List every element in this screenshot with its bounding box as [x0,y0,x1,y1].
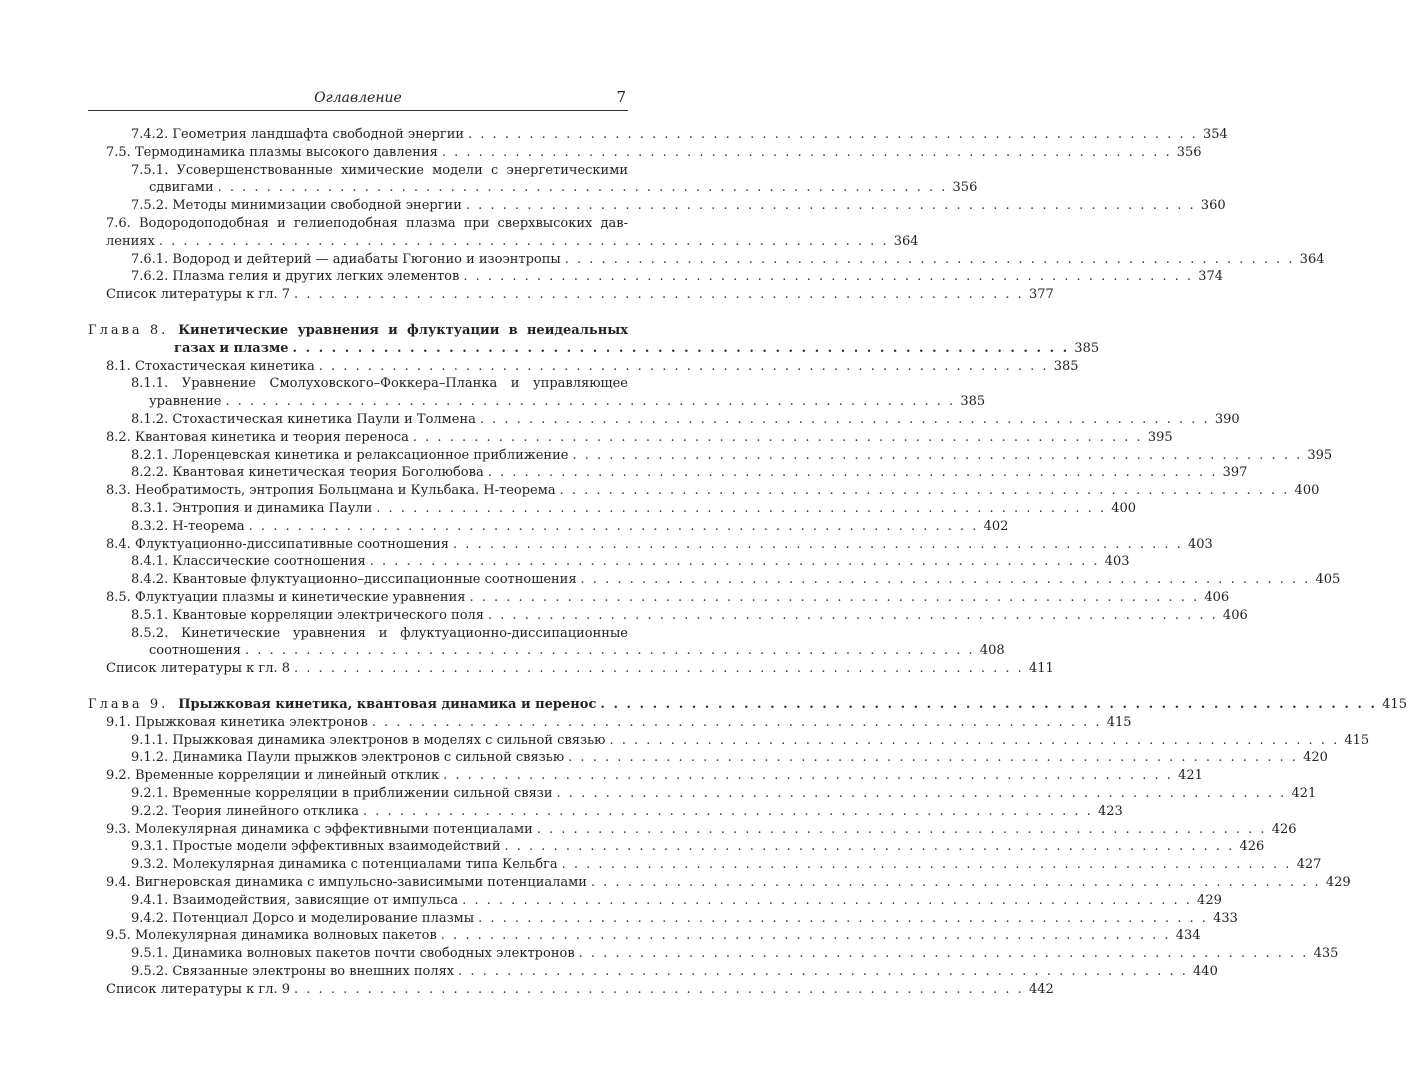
toc-entry-title: 9.4.1. Взаимодействия, зависящие от импульса [131,892,459,908]
dot-leader: . . . . . . . . . . . . . . . . . . . . . . . . . . . . . . . . . . . . . . . . . . . . . . . . . . . . . . . . . . . . [578,946,1309,962]
toc-entry-title: 8.5. Флуктуации плазмы и кинетические уравнения [106,590,466,605]
dot-leader: . . . . . . . . . . . . . . . . . . . . . . . . . . . . . . . . . . . . . . . . . . . . . . . . . . . . . . . . . . . . [590,875,1321,890]
toc-entry [106,429,1173,446]
toc-entry [106,875,1351,891]
toc-entry [106,981,1054,998]
toc-entry-title: 8.2. Квантовая кинетика и теория переноса [106,429,409,445]
toc-entry [106,821,1297,838]
toc-entry [106,287,1054,303]
toc-entry [131,732,1370,749]
dot-leader: . . . . . . . . . . . . . . . . . . . . . . . . . . . . . . . . . . . . . . . . . . . . . . . . . . . . . . . . . . . . [248,518,979,534]
toc-entry [131,251,1325,268]
toc-page-number: 390 [1214,412,1240,427]
toc-page-number: 364 [893,233,919,249]
toc-entry-title: 7.5.2. Методы минимизации свободной энергии [131,198,462,214]
toc-entry-title: Список литературы к гл. 9 [106,981,291,997]
toc-entry-title: 7.4.2. Геометрия ландшафта свободной энергии [131,127,465,142]
dot-leader: . . . . . . . . . . . . . . . . . . . . . . . . . . . . . . . . . . . . . . . . . . . . . . . . . . . . . . . . . . . . [318,358,1049,374]
toc-page-number: 356 [952,180,978,196]
dot-leader: . . . . . . . . . . . . . . . . . . . . . . . . . . . . . . . . . . . . . . . . . . . . . . . . . . . . . . . . . . . . [556,786,1287,801]
toc-page-number: 440 [1193,964,1218,979]
dot-leader: . . . . . . . . . . . . . . . . . . . . . . . . . . . . . . . . . . . . . . . . . . . . . . . . . . . . . . . . . . . . [294,287,1024,303]
toc-page-number: 406 [1222,607,1248,623]
toc-entry-title: 7.6.1. Водород и дейтерий — адиабаты Гюгонио и изоэнтропы [131,251,561,267]
toc-entry [106,233,919,250]
toc-entry [131,857,1322,873]
toc-entry [131,465,1248,481]
toc-page-number: 435 [1313,946,1339,962]
toc-entry-title: 9.1. Прыжковая кинетика электронов [106,714,368,730]
toc-entry [106,536,1213,553]
toc-entry [131,607,1248,624]
toc-page-number: 426 [1239,839,1265,855]
toc-entry-title: 8.3. Необратимость, энтропия Больцмана и Кульбака. H-теорема [106,483,556,499]
toc-entry-title: газах и плазме [174,340,289,356]
toc-entry-title: 7.6.2. Плазма гелия и других легких элементов [131,269,460,285]
toc-page-number: 395 [1307,447,1333,463]
dot-leader: . . . . . . . . . . . . . . . . . . . . . . . . . . . . . . . . . . . . . . . . . . . . . . . . . . . . . . . . . . . . [536,821,1267,837]
toc-entry-title: 8.2.1. Лоренцевская кинетика и релаксационное приближение [131,447,569,463]
toc-page-number: 385 [960,394,986,410]
toc-entry-title: Список литературы к гл. 7 [106,287,291,303]
toc-entry-title: 8.1.2. Стохастическая кинетика Паули и Толмена [131,412,476,427]
toc-entry-title: Список литературы к гл. 8 [106,661,291,677]
toc-page-number: 403 [1104,554,1130,570]
toc-entry-title: уравнение [149,394,222,410]
toc-page-number: 423 [1097,803,1123,819]
toc-entry-title: 9.2. Временные корреляции и линейный отклик [106,768,440,784]
toc-entry-title: 9.3.2. Молекулярная динамика с потенциалами типа Кельбга [131,857,558,873]
toc-entry [131,786,1317,802]
toc-entry-title: 7.5.1. Усовершенствованные химические модели с энергетическими [131,162,628,178]
toc-page-number: 354 [1202,127,1228,142]
toc-page-number: 406 [1204,590,1230,605]
toc-entry [106,590,1230,606]
toc-entry-title: 8.4.2. Квантовые флуктуационно–диссипационные соотношения [131,572,577,588]
toc-page-number: 385 [1074,340,1100,356]
dot-leader: . . . . . . . . . . . . . . . . . . . . . . . . . . . . . . . . . . . . . . . . . . . . . . . . . . . . . . . . . . . . [369,554,1100,570]
toc-entry [106,928,1201,944]
toc-page-number: 364 [1299,251,1325,267]
dot-leader: . . . . . . . . . . . . . . . . . . . . . . . . . . . . . . . . . . . . . . . . . . . . . . . . . . . . . . . . . . . . [225,394,956,410]
toc-entry [131,376,628,392]
toc-entry [131,946,1339,962]
dot-leader: . . . . . . . . . . . . . . . . . . . . . . . . . . . . . . . . . . . . . . . . . . . . . . . . . . . . . . . . . . . . [458,964,1188,979]
dot-leader: . . . . . . . . . . . . . . . . . . . . . . . . . . . . . . . . . . . . . . . . . . . . . . . . . . . . . . . . . . . . [487,465,1218,481]
toc-chapter-entry [88,697,1407,713]
toc-entry-title: Кинетические уравнения и флуктуации в неидеальных [178,323,628,338]
dot-leader: . . . . . . . . . . . . . . . . . . . . . . . . . . . . . . . . . . . . . . . . . . . . . . . . . . . . . . . . . . . . [462,892,1192,908]
toc-page-number: 421 [1291,786,1317,801]
toc-entry [131,750,1328,766]
toc-entry [131,803,1123,820]
toc-page-number: 395 [1147,429,1173,445]
dot-leader: . . . . . . . . . . . . . . . . . . . . . . . . . . . . . . . . . . . . . . . . . . . . . . . . . . . . . . . . . . . . [468,127,1198,142]
dot-leader: . . . . . . . . . . . . . . . . . . . . . . . . . . . . . . . . . . . . . . . . . . . . . . . . . . . . . . . . . . . . [244,643,975,659]
toc-entry-title: 8.4.1. Классические соотношения [131,554,366,570]
toc-page-number: 421 [1178,768,1203,784]
toc-entry-title: 7.5. Термодинамика плазмы высокого давления [106,144,438,160]
dot-leader: . . . . . . . . . . . . . . . . . . . . . . . . . . . . . . . . . . . . . . . . . . . . . . . . . . . . . . . . . . . . [479,412,1210,427]
toc-page-number: 403 [1187,536,1213,552]
dot-leader: . . . . . . . . . . . . . . . . . . . . . . . . . . . . . . . . . . . . . . . . . . . . . . . . . . . . . . . . . . . . [440,928,1171,944]
toc-entry [106,714,1132,731]
dot-leader: . . . . . . . . . . . . . . . . . . . . . . . . . . . . . . . . . . . . . . . . . . . . . . . . . . . . . . . . . . . . [600,697,1377,712]
toc-entry-title: 8.3.1. Энтропия и динамика Паули [131,501,373,516]
toc-entry-title: 9.5.2. Связанные электроны во внешних полях [131,964,455,979]
toc-entry-title: 9.5.1. Динамика волновых пакетов почти свободных электронов [131,946,575,962]
toc-entry-title: 8.1.1. Уравнение Смолуховского–Фоккера–Планка и управляющее [131,376,628,392]
toc-entry [106,661,1054,677]
toc-page-number: 405 [1315,572,1341,588]
toc-entry-title: сдвигами [149,180,214,196]
dot-leader: . . . . . . . . . . . . . . . . . . . . . . . . . . . . . . . . . . . . . . . . . . . . . . . . . . . . . . . . . . . . [564,251,1295,267]
dot-leader: . . . . . . . . . . . . . . . . . . . . . . . . . . . . . . . . . . . . . . . . . . . . . . . . . . . . . . . . . . . . [504,839,1235,855]
toc-entry [131,269,1224,285]
toc-entry [174,340,1100,357]
dot-leader: . . . . . . . . . . . . . . . . . . . . . . . . . . . . . . . . . . . . . . . . . . . . . . . . . . . . . . . . . . . . [158,233,889,249]
toc-page-number: 429 [1325,875,1351,890]
toc-page-number: 374 [1198,269,1224,285]
chapter-label: Глава 9. [88,697,169,712]
dot-leader: . . . . . . . . . . . . . . . . . . . . . . . . . . . . . . . . . . . . . . . . . . . . . . . . . . . . . . . . . . . . [292,340,1070,356]
toc-page-number: 442 [1028,981,1054,997]
page-number: 7 [616,88,626,106]
toc-entry-title: 9.1.1. Прыжковая динамика электронов в моделях с сильной связью [131,732,606,748]
toc-page-number: 402 [983,518,1009,534]
toc-page-number: 433 [1213,910,1238,926]
dot-leader: . . . . . . . . . . . . . . . . . . . . . . . . . . . . . . . . . . . . . . . . . . . . . . . . . . . . . . . . . . . . [463,269,1194,285]
toc-page-number: 400 [1111,501,1137,516]
toc-entry [131,572,1341,588]
toc-page-number: 385 [1053,358,1079,374]
toc-entry-title: 8.3.2. H-теорема [131,518,245,534]
toc-entry [131,892,1222,909]
toc-page-number: 415 [1106,714,1132,730]
toc-entry [131,127,1228,143]
toc-entry-title: соотношения [149,643,241,659]
toc-entry-title: 8.2.2. Квантовая кинетическая теория Боголюбова [131,465,484,481]
toc-entry-title: Прыжковая кинетика, квантовая динамика и перенос [178,697,597,712]
dot-leader: . . . . . . . . . . . . . . . . . . . . . . . . . . . . . . . . . . . . . . . . . . . . . . . . . . . . . . . . . . . . [559,483,1290,499]
toc-entry [149,394,986,410]
dot-leader: . . . . . . . . . . . . . . . . . . . . . . . . . . . . . . . . . . . . . . . . . . . . . . . . . . . . . . . . . . . . [478,910,1208,926]
dot-leader: . . . . . . . . . . . . . . . . . . . . . . . . . . . . . . . . . . . . . . . . . . . . . . . . . . . . . . . . . . . . [580,572,1311,588]
toc-entry [106,144,1202,161]
toc-page-number: 420 [1303,750,1328,766]
toc-entry-title: 8.5.1. Квантовые корреляции электрического поля [131,607,484,623]
dot-leader: . . . . . . . . . . . . . . . . . . . . . . . . . . . . . . . . . . . . . . . . . . . . . . . . . . . . . . . . . . . . [572,447,1303,463]
toc-entry [149,643,1005,659]
toc-page-number: 356 [1176,144,1202,160]
toc-entry-title: 9.2.2. Теория линейного отклика [131,803,360,819]
toc-entry [106,358,1079,375]
dot-leader: . . . . . . . . . . . . . . . . . . . . . . . . . . . . . . . . . . . . . . . . . . . . . . . . . . . . . . . . . . . . [294,661,1024,677]
toc-entry [106,483,1320,499]
toc-entry-title: лениях [106,233,155,249]
toc-entry [131,518,1009,535]
dot-leader: . . . . . . . . . . . . . . . . . . . . . . . . . . . . . . . . . . . . . . . . . . . . . . . . . . . . . . . . . . . . [443,768,1173,784]
dot-leader: . . . . . . . . . . . . . . . . . . . . . . . . . . . . . . . . . . . . . . . . . . . . . . . . . . . . . . . . . . . . [465,198,1196,214]
toc-entry-title: 9.3. Молекулярная динамика с эффективными потенциалами [106,821,533,837]
toc-entry [131,626,628,642]
toc-entry [131,447,1333,464]
toc-page-number: 377 [1028,287,1054,303]
toc-page-number: 408 [979,643,1005,659]
toc-page-number: 411 [1028,661,1054,677]
toc-page-number: 415 [1382,697,1407,712]
toc-entry [149,180,978,196]
dot-leader: . . . . . . . . . . . . . . . . . . . . . . . . . . . . . . . . . . . . . . . . . . . . . . . . . . . . . . . . . . . . [609,732,1340,748]
header-title: Оглавление [314,90,402,106]
toc-entry-title: 9.1.2. Динамика Паули прыжков электронов с сильной связью [131,750,565,766]
dot-leader: . . . . . . . . . . . . . . . . . . . . . . . . . . . . . . . . . . . . . . . . . . . . . . . . . . . . . . . . . . . . [412,429,1143,445]
dot-leader: . . . . . . . . . . . . . . . . . . . . . . . . . . . . . . . . . . . . . . . . . . . . . . . . . . . . . . . . . . . . [441,144,1172,160]
toc-entry [131,554,1130,570]
toc-entry [131,839,1265,855]
dot-leader: . . . . . . . . . . . . . . . . . . . . . . . . . . . . . . . . . . . . . . . . . . . . . . . . . . . . . . . . . . . . [294,981,1024,997]
dot-leader: . . . . . . . . . . . . . . . . . . . . . . . . . . . . . . . . . . . . . . . . . . . . . . . . . . . . . . . . . . . . [371,714,1102,730]
toc-entry-title: 9.3.1. Простые модели эффективных взаимодействий [131,839,501,855]
toc-entry-title: 8.1. Стохастическая кинетика [106,358,315,374]
dot-leader: . . . . . . . . . . . . . . . . . . . . . . . . . . . . . . . . . . . . . . . . . . . . . . . . . . . . . . . . . . . . [217,180,948,196]
dot-leader: . . . . . . . . . . . . . . . . . . . . . . . . . . . . . . . . . . . . . . . . . . . . . . . . . . . . . . . . . . . . [453,536,1183,552]
toc-page-number: 397 [1222,465,1248,481]
toc-entry-title: 7.6. Водородоподобная и гелиеподобная плазма при сверхвысоких дав- [106,216,628,231]
toc-entry-title: 9.2.1. Временные корреляции в приближении сильной связи [131,786,553,801]
dot-leader: . . . . . . . . . . . . . . . . . . . . . . . . . . . . . . . . . . . . . . . . . . . . . . . . . . . . . . . . . . . . [469,590,1200,605]
toc-entry [131,198,1226,214]
toc-entry [131,964,1218,980]
toc-entry-title: 9.5. Молекулярная динамика волновых пакетов [106,928,437,944]
toc-page-number: 429 [1197,892,1222,908]
toc-page-number: 400 [1294,483,1320,499]
toc-page-number: 360 [1200,198,1226,214]
toc-entry [106,768,1203,784]
toc-entry-title: 9.4. Вигнеровская динамика с импульсно-зависимыми потенциалами [106,875,587,890]
toc-entry [131,910,1238,927]
dot-leader: . . . . . . . . . . . . . . . . . . . . . . . . . . . . . . . . . . . . . . . . . . . . . . . . . . . . . . . . . . . . [376,501,1107,516]
toc-entry-title: 9.4.2. Потенциал Дорсо и моделирование плазмы [131,910,475,926]
toc-entry-title: 8.4. Флуктуационно-диссипативные соотношения [106,536,450,552]
dot-leader: . . . . . . . . . . . . . . . . . . . . . . . . . . . . . . . . . . . . . . . . . . . . . . . . . . . . . . . . . . . . [568,750,1298,766]
toc-chapter-entry [88,323,628,339]
toc-entry [131,163,628,179]
toc-page-number: 427 [1296,857,1322,873]
dot-leader: . . . . . . . . . . . . . . . . . . . . . . . . . . . . . . . . . . . . . . . . . . . . . . . . . . . . . . . . . . . . [561,857,1292,873]
toc-page-number: 415 [1344,732,1370,748]
chapter-label: Глава 8. [88,323,169,338]
toc-page-number: 426 [1271,821,1297,837]
toc-entry-title: 8.5.2. Кинетические уравнения и флуктуационно-диссипационные [131,625,628,641]
toc-entry [106,216,628,232]
toc-entry [131,412,1240,428]
dot-leader: . . . . . . . . . . . . . . . . . . . . . . . . . . . . . . . . . . . . . . . . . . . . . . . . . . . . . . . . . . . . [488,607,1218,623]
toc-page-number: 434 [1175,928,1201,944]
toc-entry [131,501,1137,517]
dot-leader: . . . . . . . . . . . . . . . . . . . . . . . . . . . . . . . . . . . . . . . . . . . . . . . . . . . . . . . . . . . . [363,803,1093,819]
